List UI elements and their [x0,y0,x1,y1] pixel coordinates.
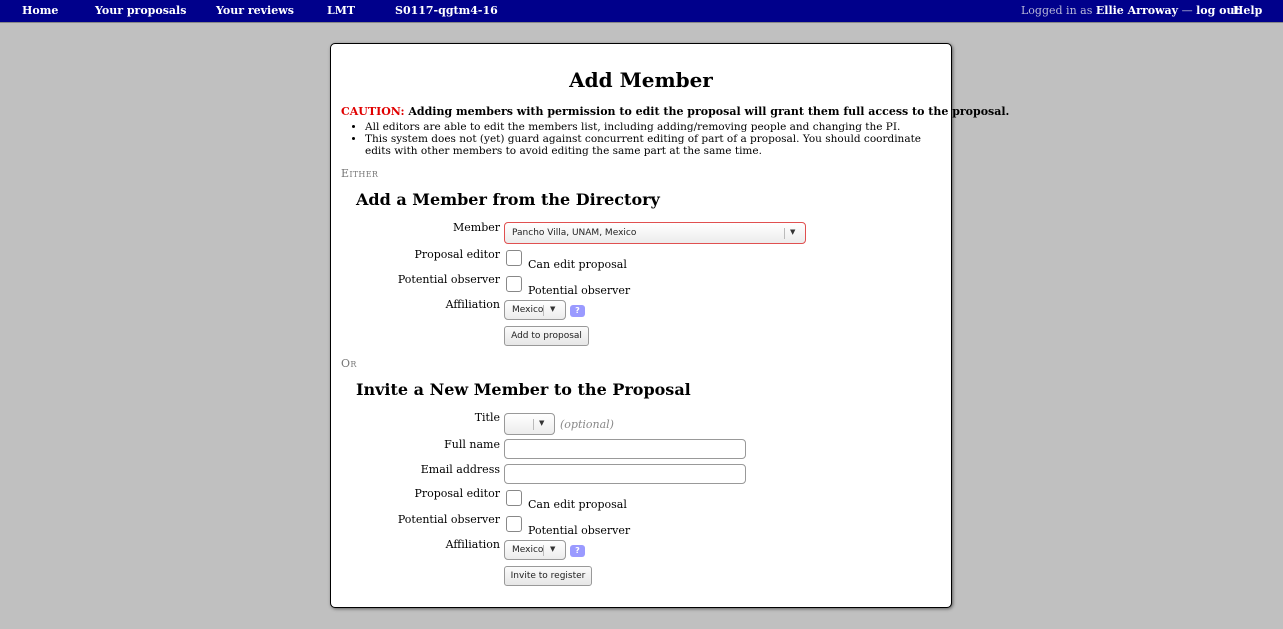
invite-affiliation-value: Mexico [512,545,544,555]
directory-editor-check-label: Can edit proposal [528,258,627,271]
invite-observer-check-label: Potential observer [528,524,631,537]
login-info [1021,4,1240,17]
page-title: Add Member [569,68,713,92]
notes-list [341,121,945,157]
directory-observer-label: Potential observer [397,273,500,286]
select-separator [784,228,785,239]
member-select-value: Pancho Villa, UNAM, Mexico [512,228,637,238]
email-input[interactable] [504,464,746,484]
either-label: Either [341,167,379,180]
directory-editor-checkbox[interactable] [506,250,522,266]
invite-observer-label: Potential observer [397,513,500,526]
member-select[interactable] [504,222,806,244]
invite-section-title: Invite a New Member to the Proposal [356,380,691,399]
directory-affiliation-value: Mexico [512,305,544,315]
chevron-down-icon: ▼ [539,419,545,427]
nav-help-link[interactable]: Help [1233,4,1263,17]
invite-affiliation-label: Affiliation [445,538,500,551]
member-label: Member [452,221,500,234]
select-separator [543,305,544,316]
caution-text: Adding members with permission to edit the proposal will grant them full access to the proposal. [408,105,1010,118]
top-nav-bar [0,0,1283,23]
nav-home-link[interactable]: Home [22,4,59,17]
nav-your-reviews-link[interactable]: Your reviews [216,4,294,17]
select-separator [533,419,534,430]
title-select[interactable] [504,413,555,435]
nav-separator: — [1181,4,1193,17]
invite-observer-checkbox[interactable] [506,516,522,532]
nav-proposal-code-link[interactable]: S0117-qgtm4-16 [395,4,498,17]
caution-label: CAUTION: [341,105,405,118]
invite-editor-check-label: Can edit proposal [528,498,627,511]
help-icon[interactable]: ? [570,305,585,317]
invite-affiliation-select[interactable] [504,540,566,560]
or-label: Or [341,357,357,370]
nav-your-proposals-link[interactable]: Your proposals [95,4,187,17]
title-optional-hint: (optional) [560,418,614,431]
caution-message [341,105,1009,118]
add-to-proposal-button[interactable]: Add to proposal [504,326,589,346]
directory-editor-label: Proposal editor [414,248,500,261]
fullname-label: Full name [444,438,500,451]
select-separator [543,545,544,556]
log-out-link[interactable]: log out [1196,4,1240,17]
list-item: • This system does not (yet) guard against concurrent editing of part of a proposal. You should coordinate edits with other members to avoid editing the same part at the same time. [365,133,945,157]
title-label: Title [474,411,500,424]
user-name: Ellie Arroway [1095,4,1179,17]
fullname-input[interactable] [504,439,746,459]
directory-affiliation-select[interactable] [504,300,566,320]
directory-affiliation-label: Affiliation [445,298,500,311]
logged-in-as-text: Logged in as [1021,4,1093,17]
help-icon[interactable]: ? [570,545,585,557]
invite-editor-label: Proposal editor [414,487,500,500]
invite-editor-checkbox[interactable] [506,490,522,506]
add-member-panel [330,43,1010,608]
chevron-down-icon: ▼ [790,228,796,236]
chevron-down-icon: ▼ [550,305,556,313]
list-item: • All editors are able to edit the members list, including adding/removing people and changing the PI. [365,121,945,133]
directory-observer-check-label: Potential observer [528,284,631,297]
email-label: Email address [420,463,500,476]
directory-observer-checkbox[interactable] [506,276,522,292]
nav-lmt-link[interactable]: LMT [327,4,356,17]
invite-to-register-button[interactable]: Invite to register [504,566,592,586]
directory-section-title: Add a Member from the Directory [356,190,660,209]
chevron-down-icon: ▼ [550,545,556,553]
